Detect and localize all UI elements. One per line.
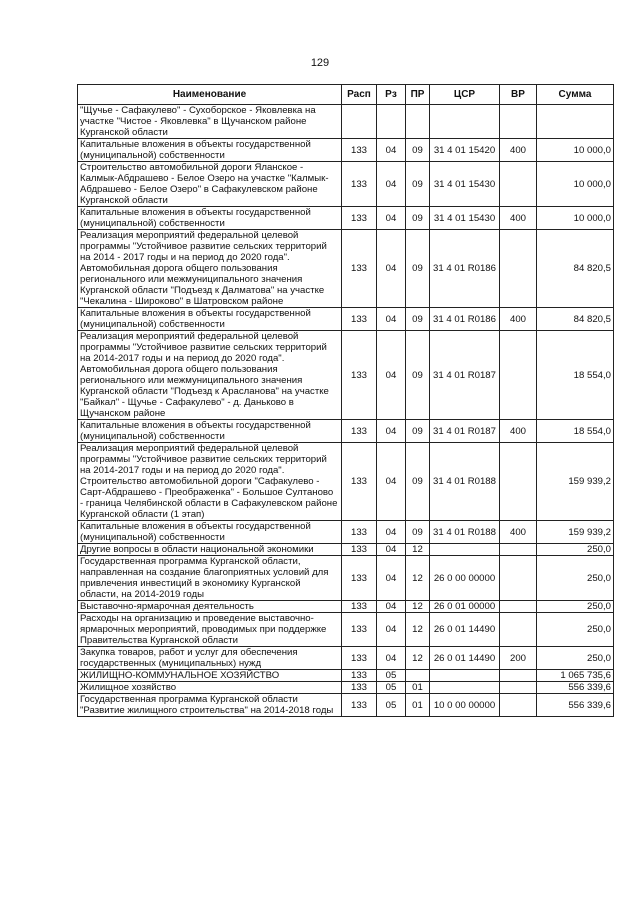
cell-vr: 400 <box>500 207 537 230</box>
cell-csr <box>430 544 500 556</box>
header-sum: Сумма <box>537 85 614 105</box>
cell-rz <box>377 105 406 139</box>
cell-name: Закупка товаров, работ и услуг для обеспечения государственных (муниципальных) нужд <box>78 647 342 670</box>
cell-rz: 04 <box>377 544 406 556</box>
cell-vr: 400 <box>500 139 537 162</box>
cell-rasp: 133 <box>342 420 377 443</box>
cell-csr: 31 4 01 15420 <box>430 139 500 162</box>
header-rz: Рз <box>377 85 406 105</box>
cell-sum: 1 065 735,6 <box>537 670 614 682</box>
cell-pr: 12 <box>406 613 430 647</box>
cell-rasp: 133 <box>342 207 377 230</box>
cell-name: ЖИЛИЩНО-КОММУНАЛЬНОЕ ХОЗЯЙСТВО <box>78 670 342 682</box>
cell-csr: 10 0 00 00000 <box>430 694 500 717</box>
cell-pr: 09 <box>406 162 430 207</box>
cell-rasp: 133 <box>342 139 377 162</box>
cell-pr: 09 <box>406 443 430 521</box>
cell-name: Строительство автомобильной дороги Яланское - Калмык-Абдрашево - Белое Озеро на участке "Калмык-Абдрашево - Белое Озеро" в Сафакулевском районе Курганской области <box>78 162 342 207</box>
cell-rz: 04 <box>377 139 406 162</box>
cell-rasp: 133 <box>342 670 377 682</box>
cell-sum: 250,0 <box>537 601 614 613</box>
cell-rz: 04 <box>377 230 406 308</box>
cell-sum: 250,0 <box>537 613 614 647</box>
cell-pr: 09 <box>406 207 430 230</box>
cell-pr: 09 <box>406 139 430 162</box>
table-row <box>78 647 614 670</box>
cell-name: "Щучье - Сафакулево" - Сухоборское - Яковлевка на участке "Чистое - Яковлевка" в Щучанском районе Курганской области <box>78 105 342 139</box>
cell-rz: 04 <box>377 647 406 670</box>
cell-vr <box>500 682 537 694</box>
header-rasp: Расп <box>342 85 377 105</box>
cell-csr: 31 4 01 R0186 <box>430 230 500 308</box>
cell-csr: 31 4 01 R0188 <box>430 443 500 521</box>
cell-name: Реализация мероприятий федеральной целевой программы "Устойчивое развитие сельских территорий на 2014 - 2017 годы и на период до 2020 года". Автомобильная дорога общего пользования регионального или межмуниципального значения Курганской области "Подъезд к Далматова" на участке "Чекалина - Широково" в Шатровском районе <box>78 230 342 308</box>
cell-sum: 250,0 <box>537 556 614 601</box>
cell-rz: 05 <box>377 694 406 717</box>
cell-rasp: 133 <box>342 682 377 694</box>
cell-pr: 09 <box>406 308 430 331</box>
header-vr: ВР <box>500 85 537 105</box>
cell-sum: 10 000,0 <box>537 207 614 230</box>
cell-pr: 01 <box>406 694 430 717</box>
cell-vr <box>500 694 537 717</box>
cell-rasp: 133 <box>342 331 377 420</box>
cell-vr <box>500 544 537 556</box>
cell-pr: 12 <box>406 556 430 601</box>
table-row <box>78 521 614 544</box>
table-row <box>78 544 614 556</box>
cell-rasp: 133 <box>342 544 377 556</box>
cell-sum: 84 820,5 <box>537 308 614 331</box>
cell-sum <box>537 105 614 139</box>
cell-name: Капитальные вложения в объекты государственной (муниципальной) собственности <box>78 207 342 230</box>
cell-rz: 04 <box>377 308 406 331</box>
cell-sum: 18 554,0 <box>537 331 614 420</box>
cell-csr: 31 4 01 15430 <box>430 207 500 230</box>
cell-csr: 31 4 01 R0187 <box>430 331 500 420</box>
cell-name: Капитальные вложения в объекты государственной (муниципальной) собственности <box>78 139 342 162</box>
cell-rz: 04 <box>377 443 406 521</box>
cell-rasp: 133 <box>342 230 377 308</box>
cell-name: Выставочно-ярмарочная деятельность <box>78 601 342 613</box>
cell-rz: 04 <box>377 601 406 613</box>
cell-pr: 09 <box>406 420 430 443</box>
cell-pr: 09 <box>406 521 430 544</box>
cell-sum: 159 939,2 <box>537 521 614 544</box>
cell-rz: 04 <box>377 331 406 420</box>
cell-rasp: 133 <box>342 443 377 521</box>
cell-vr <box>500 556 537 601</box>
cell-pr: 12 <box>406 647 430 670</box>
table-row <box>78 105 614 139</box>
cell-csr: 26 0 01 14490 <box>430 647 500 670</box>
cell-name: Капитальные вложения в объекты государственной (муниципальной) собственности <box>78 521 342 544</box>
cell-rz: 04 <box>377 162 406 207</box>
table-row <box>78 420 614 443</box>
cell-name: Государственная программа Курганской области, направленная на создание благоприятных условий для привлечения инвестиций в экономику Курганской области, на 2014-2019 годы <box>78 556 342 601</box>
table-row <box>78 613 614 647</box>
cell-csr: 31 4 01 15430 <box>430 162 500 207</box>
table-row <box>78 670 614 682</box>
budget-table <box>77 84 614 717</box>
header-name: Наименование <box>78 85 342 105</box>
cell-csr: 26 0 01 00000 <box>430 601 500 613</box>
cell-csr <box>430 670 500 682</box>
table-row <box>78 230 614 308</box>
cell-sum: 10 000,0 <box>537 162 614 207</box>
cell-vr <box>500 162 537 207</box>
cell-csr <box>430 682 500 694</box>
cell-rasp: 133 <box>342 521 377 544</box>
cell-vr <box>500 105 537 139</box>
cell-csr: 31 4 01 R0186 <box>430 308 500 331</box>
header-pr: ПР <box>406 85 430 105</box>
cell-rasp: 133 <box>342 162 377 207</box>
table-row <box>78 556 614 601</box>
cell-sum: 250,0 <box>537 647 614 670</box>
cell-vr <box>500 331 537 420</box>
cell-sum: 84 820,5 <box>537 230 614 308</box>
cell-csr <box>430 105 500 139</box>
table-row <box>78 308 614 331</box>
cell-name: Капитальные вложения в объекты государственной (муниципальной) собственности <box>78 308 342 331</box>
cell-vr <box>500 601 537 613</box>
cell-csr: 31 4 01 R0187 <box>430 420 500 443</box>
cell-vr <box>500 670 537 682</box>
cell-vr <box>500 443 537 521</box>
cell-rz: 04 <box>377 420 406 443</box>
cell-csr: 26 0 01 14490 <box>430 613 500 647</box>
cell-vr: 200 <box>500 647 537 670</box>
table-row <box>78 694 614 717</box>
table-row <box>78 443 614 521</box>
cell-vr: 400 <box>500 521 537 544</box>
header-csr: ЦСР <box>430 85 500 105</box>
cell-rz: 05 <box>377 682 406 694</box>
cell-rz: 05 <box>377 670 406 682</box>
cell-rasp: 133 <box>342 647 377 670</box>
table-header-row <box>78 85 614 105</box>
table-body <box>78 105 614 717</box>
cell-name: Жилищное хозяйство <box>78 682 342 694</box>
cell-name: Капитальные вложения в объекты государственной (муниципальной) собственности <box>78 420 342 443</box>
cell-sum: 250,0 <box>537 544 614 556</box>
cell-vr: 400 <box>500 420 537 443</box>
cell-name: Реализация мероприятий федеральной целевой программы "Устойчивое развитие сельских территорий на 2014-2017 годы и на период до 2020 года". Автомобильная дорога общего пользования регионального или межмуниципального значения Курганской области "Подъезд к Арасланова" на участке "Байкал" - Щучье - Сафакулево" - д. Данькoво в Щучанском районе <box>78 331 342 420</box>
cell-rasp: 133 <box>342 613 377 647</box>
cell-rasp: 133 <box>342 308 377 331</box>
cell-sum: 556 339,6 <box>537 694 614 717</box>
table-row <box>78 162 614 207</box>
cell-name: Реализация мероприятий федеральной целевой программы "Устойчивое развитие сельских территорий на 2014-2017 годы и на период до 2020 года". Строительство автомобильной дороги "Сафакулево - Сарт-Абдрашево - Преображенка" - Большое Султаново - граница Челябинской области в Сафакулевском районе Курганской области (1 этап) <box>78 443 342 521</box>
cell-name: Государственная программа Курганской области "Развитие жилищного строительства" на 2014-2018 годы <box>78 694 342 717</box>
cell-rasp <box>342 105 377 139</box>
cell-rz: 04 <box>377 613 406 647</box>
cell-pr: 12 <box>406 544 430 556</box>
table-row <box>78 601 614 613</box>
cell-rasp: 133 <box>342 601 377 613</box>
cell-rz: 04 <box>377 207 406 230</box>
cell-csr: 26 0 00 00000 <box>430 556 500 601</box>
cell-rz: 04 <box>377 556 406 601</box>
cell-name: Расходы на организацию и проведение выставочно-ярмарочных мероприятий, проводимых при поддержке Правительства Курганской области <box>78 613 342 647</box>
cell-vr: 400 <box>500 308 537 331</box>
table-row <box>78 207 614 230</box>
cell-sum: 556 339,6 <box>537 682 614 694</box>
page-number: 129 <box>310 57 330 69</box>
cell-pr: 09 <box>406 331 430 420</box>
cell-pr <box>406 670 430 682</box>
cell-pr: 01 <box>406 682 430 694</box>
table-row <box>78 139 614 162</box>
cell-pr: 12 <box>406 601 430 613</box>
cell-pr <box>406 105 430 139</box>
cell-vr <box>500 613 537 647</box>
cell-vr <box>500 230 537 308</box>
cell-rz: 04 <box>377 521 406 544</box>
cell-name: Другие вопросы в области национальной экономики <box>78 544 342 556</box>
table-row <box>78 331 614 420</box>
table-row <box>78 682 614 694</box>
cell-rasp: 133 <box>342 556 377 601</box>
cell-sum: 18 554,0 <box>537 420 614 443</box>
cell-rasp: 133 <box>342 694 377 717</box>
cell-sum: 159 939,2 <box>537 443 614 521</box>
cell-sum: 10 000,0 <box>537 139 614 162</box>
cell-pr: 09 <box>406 230 430 308</box>
cell-csr: 31 4 01 R0188 <box>430 521 500 544</box>
